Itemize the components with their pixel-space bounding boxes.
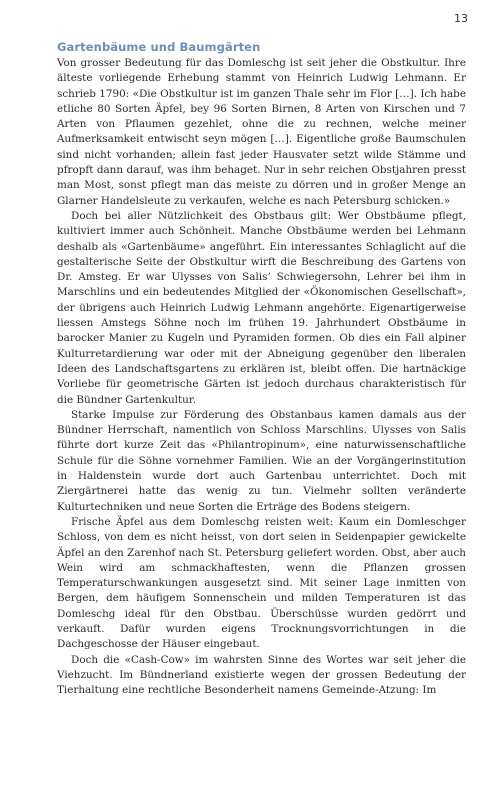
page-number: 13 [454,12,468,25]
paragraph-4: Frische Äpfel aus dem Domleschg reisten weit: Kaum ein Domleschger Schloss, von dem es nicht heisst, von dort seien in Seidenpapier gewickelte Äpfel an den Zarenhof nach St. Petersburg geliefert worden. Obst, aber auch Wein wird am schmackhaftesten, wenn die Pflanzen grossen Temperaturschwankungen ausgesetzt sind. Mit seiner Lage inmitten von Bergen, dem häufigem Sonnenschein und milden Temperaturen ist das Domleschg ideal für den Obstbau. Überschüsse wurden gedörrt und verkauft. Dafür wurden eigens Trocknungsvorrichtungen in die Dachgeschosse der Häuser eingebaut. [57,515,466,651]
section-heading: Gartenbäume und Baumgärten [57,40,261,54]
page-body [57,40,466,698]
paragraph-1: Von grosser Bedeutung für das Domleschg ist seit jeher die Obstkultur. Ihre älteste vorliegende Erhebung stammt von Heinrich Ludwig Lehmann. Er schrieb 1790: «Die Obstkultur ist im ganzen Thale sehr im Flor […]. Ich habe etliche 80 Sorten Äpfel, bey 96 Sorten Birnen, 8 Arten von Kirschen und 7 Arten von Pflaumen gezehlet, ohne die zu rechnen, welche meiner Aufmerksamkeit entwischt seyn mögen […]. Eigentliche große Baumschulen sind nicht vorhanden; allein fast jeder Hausvater setzt wilde Stämme und pfropft dann darauf, was ihm behaget. Nur in sehr reichen Obstjahren presst man Most, sonst pflegt man das meiste zu dörren und in großer Menge an Glarner Handelsleute zu verkaufen, welche es nach Petersburg schicken.» [57,57,466,207]
paragraph-2: Doch bei aller Nützlichkeit des Obstbaus gilt: Wer Obstbäume pflegt, kultiviert immer auch Schönheit. Manche Obstbäume werden bei Lehmann deshalb als «Gartenbäume» angeführt. Ein interessantes Schlaglicht auf die gestalterische Seite der Obstkultur wirft die Beschreibung des Gartens von Dr. Amsteg. Er war Ulysses von Salis’ Schwiegersohn, Lehrer bei ihm in Marschlins und ein bedeutendes Mitglied der «Ökonomischen Gesellschaft», der übrigens auch Heinrich Ludwig Lehmann angehörte. Eigenartigerweise liessen Amstegs Söhne noch im frühen 19. Jahrhundert Obstbäume in barocker Manier zu Kugeln und Pyramiden formen. Ob dies ein Fall alpiner Kulturretardierung war oder mit der Abneigung gegenüber den liberalen Ideen des Landschaftsgartens zu erklären ist, bleibt offen. Die hartnäckige Vorliebe für geometrische Gärten ist jedoch durchaus charakteristisch für die Bündner Gartenkultur. [57,209,466,406]
paragraph-3: Starke Impulse zur Förderung des Obstanbaus kamen damals aus der Bündner Herrschaft, namentlich von Schloss Marschlins. Ulysses von Salis führte dort kurze Zeit das «Philantropinum», eine naturwissenschaftliche Schule für die Söhne vornehmer Familien. Wie an der Vorgängerinstitution in Haldenstein wurde dort auch Gartenbau unterrichtet. Doch mit Ziergärtnerei hatte das wenig zu tun. Vielmehr sollten veränderte Kulturtechniken und neue Sorten die Erträge des Bodens steigern. [57,408,466,513]
paragraph-5: Doch die «Cash-Cow» im wahrsten Sinne des Wortes war seit jeher die Viehzucht. Im Bündnerland existierte wegen der grossen Bedeutung der Tierhaltung eine rechtliche Besonderheit namens Gemeinde-Atzung: Im [57,653,466,697]
